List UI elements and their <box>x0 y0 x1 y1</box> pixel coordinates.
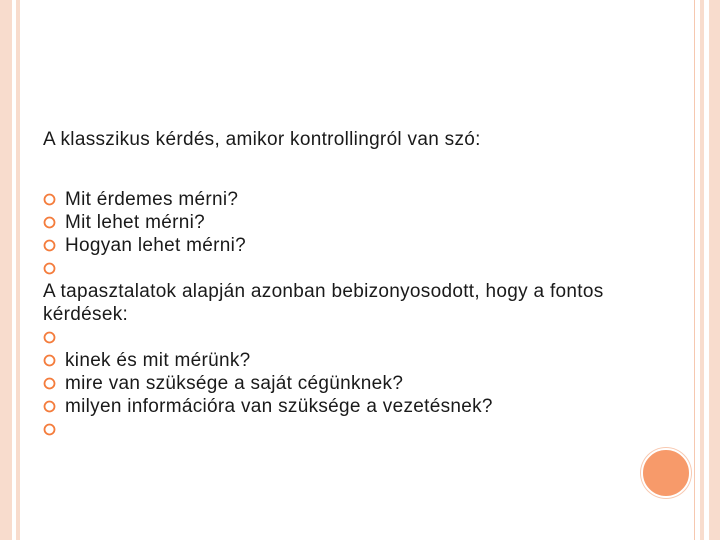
circle-bullet-icon <box>43 262 56 275</box>
circle-bullet-icon <box>43 331 56 344</box>
right-border-strip <box>709 0 720 540</box>
list-item <box>43 418 643 441</box>
list-item-text: milyen információra van szüksége a vezetésnek? <box>65 396 493 417</box>
list-item <box>43 395 643 418</box>
list-item-text: Mit érdemes mérni? <box>65 189 239 210</box>
circle-bullet-icon <box>43 377 56 390</box>
left-border-strip <box>0 0 12 540</box>
list-item-text: Hogyan lehet mérni? <box>65 235 247 256</box>
list-item <box>43 349 643 372</box>
list-item <box>43 326 643 349</box>
list-item <box>43 257 643 280</box>
circle-bullet-icon <box>43 400 56 413</box>
list-item <box>43 372 643 395</box>
slide-content <box>43 128 643 441</box>
right-border-line <box>700 0 704 540</box>
middle-text: A tapasztalatok alapján azonban bebizonyosodott, hogy a fontos kérdések: <box>43 281 604 325</box>
list-item-text: Mit lehet mérni? <box>65 212 205 233</box>
circle-bullet-icon <box>43 354 56 367</box>
list-item-text: mire van szüksége a saját cégünknek? <box>65 373 404 394</box>
list-item <box>43 234 643 257</box>
intro-text: A klasszikus kérdés, amikor kontrollingról van szó: <box>43 129 481 150</box>
list-item <box>43 188 643 211</box>
circle-bullet-icon <box>43 193 56 206</box>
list-item-text: kinek és mit mérünk? <box>65 350 251 371</box>
circle-bullet-icon <box>43 423 56 436</box>
right-border-thin-line <box>694 0 695 540</box>
circle-bullet-icon <box>43 216 56 229</box>
orange-circle-ornament <box>641 448 691 498</box>
left-border-line <box>16 0 20 540</box>
circle-bullet-icon <box>43 239 56 252</box>
list-item <box>43 211 643 234</box>
